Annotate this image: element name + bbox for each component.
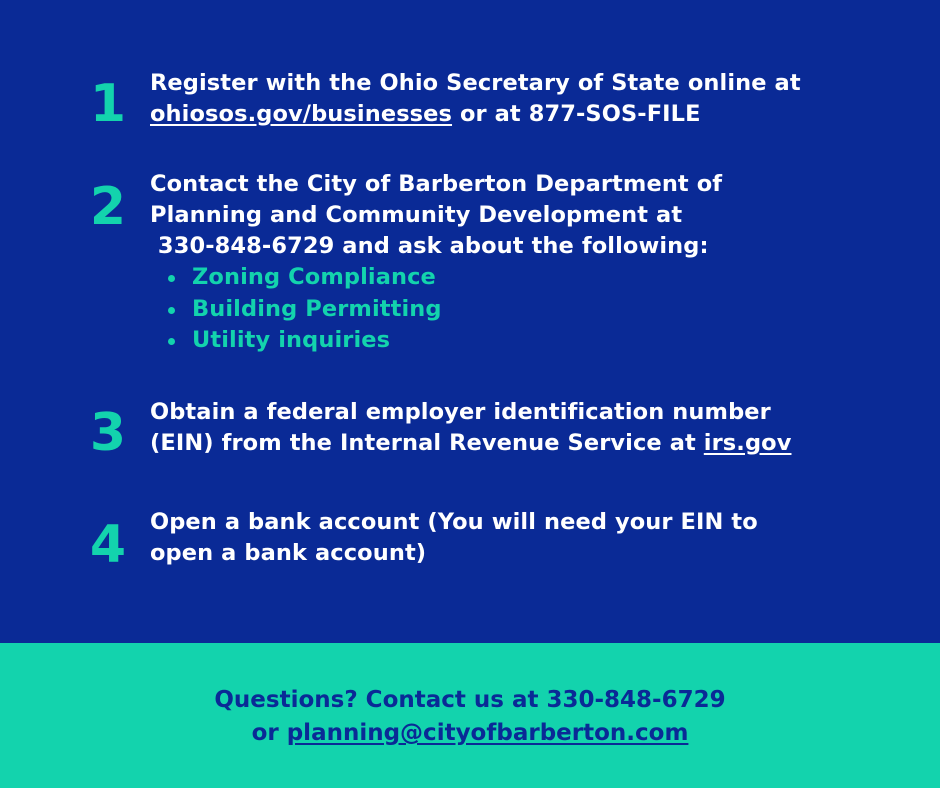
list-item: Building Permitting: [192, 294, 850, 326]
step-line: Open a bank account (You will need your EIN to: [150, 509, 758, 535]
list-item: Utility inquiries: [192, 325, 850, 357]
step-text: [150, 169, 850, 357]
step-line: Register with the Ohio Secretary of State online at: [150, 70, 801, 96]
step-text: [150, 397, 850, 459]
step-line: 330-848-6729 and ask about the following:: [150, 233, 709, 259]
email-link[interactable]: planning@cityofbarberton.com: [286, 720, 689, 746]
footer-line: [0, 717, 940, 750]
step-text: [150, 68, 850, 130]
step-line: Contact the City of Barberton Department of: [150, 171, 723, 197]
ohiosos-link[interactable]: ohiosos.gov/businesses: [150, 101, 453, 127]
step-line: [150, 428, 850, 459]
step-number: 4: [89, 515, 127, 575]
step-line-suffix: or at 877-SOS-FILE: [452, 101, 701, 127]
step-line: open a bank account): [150, 540, 427, 566]
step-line: Planning and Community Development at: [150, 202, 683, 228]
list-item: Zoning Compliance: [192, 262, 850, 294]
step-line: [150, 99, 850, 130]
footer-line: Questions? Contact us at 330-848-6729: [214, 687, 726, 713]
contact-footer: [0, 684, 940, 750]
step-line: Obtain a federal employer identification number: [150, 399, 771, 425]
inquiry-list: [150, 262, 850, 357]
step-number: 3: [89, 403, 127, 463]
footer-prefix: or: [251, 720, 287, 746]
step-number: 1: [89, 74, 127, 134]
step-text: [150, 507, 850, 569]
step-line-prefix: (EIN) from the Internal Revenue Service at: [150, 430, 704, 456]
irs-link[interactable]: irs.gov: [703, 430, 792, 456]
step-number: 2: [89, 177, 127, 237]
